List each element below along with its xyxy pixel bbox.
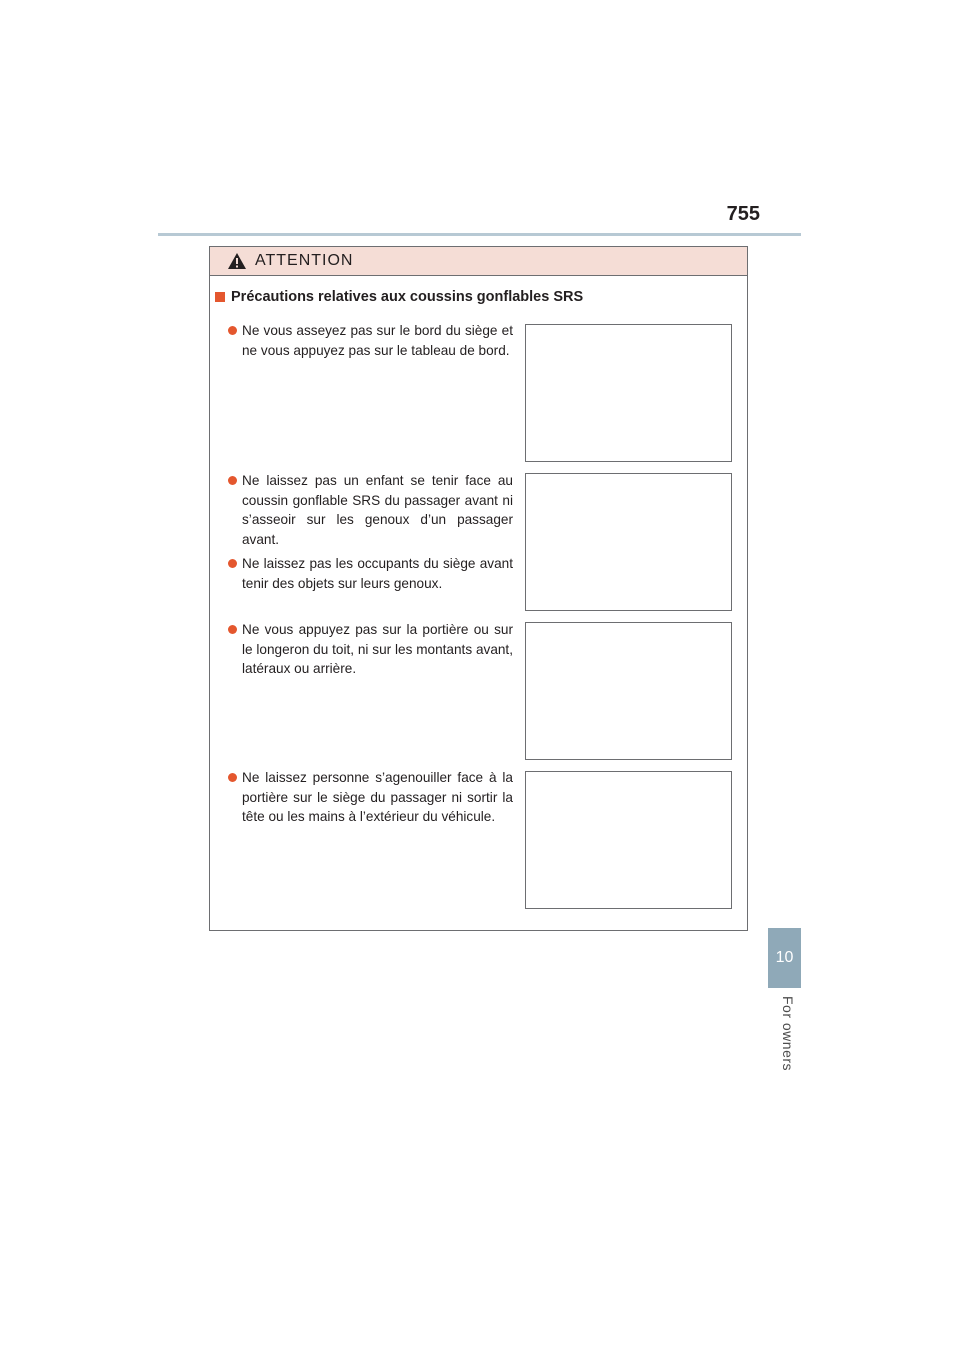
page-number: 755 — [726, 203, 760, 225]
bullet-dot-icon — [228, 773, 237, 782]
caution-item — [228, 321, 513, 360]
caution-item — [228, 768, 513, 827]
bullet-dot-icon — [228, 559, 237, 568]
caution-item — [228, 554, 513, 593]
section-heading-text: Précautions relatives aux coussins gonflables SRS — [231, 289, 584, 305]
caution-title: ATTENTION — [255, 252, 354, 269]
caution-item-text: Ne laissez pas les occupants du siège avant tenir des objets sur leurs genoux. — [242, 556, 513, 591]
bullet-dot-icon — [228, 625, 237, 634]
illustration-frame — [525, 771, 732, 909]
caution-item-text: Ne laissez personne s’agenouiller face à la portière sur le siège du passager ni sortir la tête ou les mains à l’extérieur du véhicule. — [242, 770, 513, 824]
warning-triangle-icon — [227, 252, 247, 270]
caution-item-text: Ne laissez pas un enfant se tenir face au coussin gonflable SRS du passager avant ni s’asseoir sur les genoux d’un passager avant. — [242, 473, 513, 547]
bullet-dot-icon — [228, 326, 237, 335]
header-rule — [158, 233, 801, 236]
illustration-frame — [525, 473, 732, 611]
caution-item-text: Ne vous asseyez pas sur le bord du siège et ne vous appuyez pas sur le tableau de bord. — [242, 323, 513, 358]
caution-box — [209, 246, 748, 931]
illustration-frame — [525, 324, 732, 462]
caution-item-text: Ne vous appuyez pas sur la portière ou sur le longeron du toit, ni sur les montants avant, latéraux ou arrière. — [242, 622, 513, 676]
square-bullet-icon — [215, 292, 225, 302]
section-heading — [215, 289, 583, 305]
illustration-frame — [525, 622, 732, 760]
chapter-label: For owners — [780, 996, 796, 1072]
caution-header — [210, 247, 747, 276]
caution-item — [228, 471, 513, 549]
chapter-number: 10 — [775, 949, 794, 966]
chapter-tab — [768, 928, 801, 988]
caution-item — [228, 620, 513, 679]
bullet-dot-icon — [228, 476, 237, 485]
